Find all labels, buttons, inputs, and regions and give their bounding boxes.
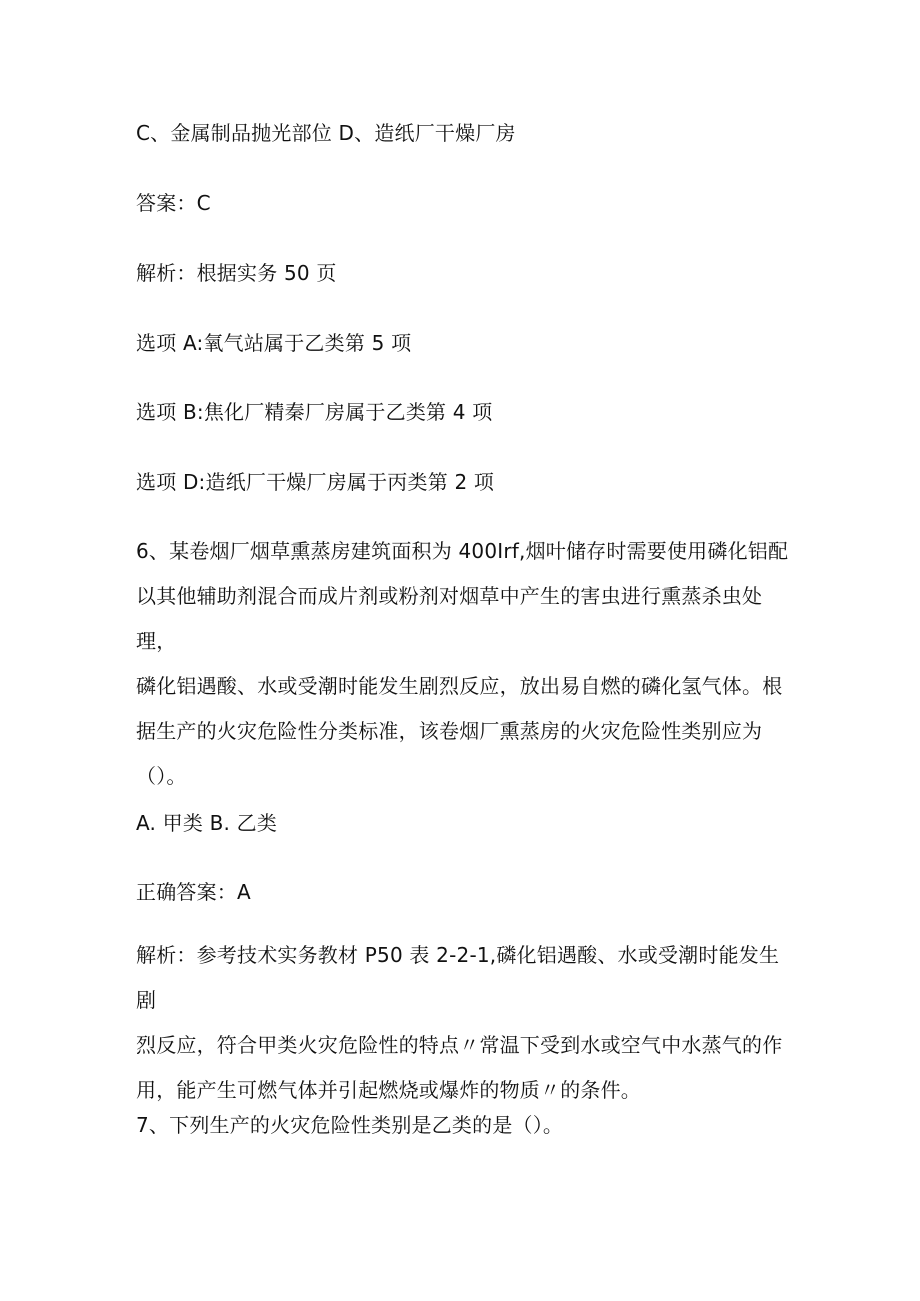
q6-options: A. 甲类 B. 乙类 (136, 811, 278, 835)
q6-analysis-line: 烈反应，符合甲类火灾危险性的特点〃常温下受到水或空气中水蒸气的作 (136, 1033, 783, 1057)
q5-option-d-note: 选项 D:造纸厂干燥厂房属于丙类第 2 项 (136, 470, 495, 494)
q5-option-b-note: 选项 B:焦化厂精秦厂房属于乙类第 4 项 (136, 400, 493, 424)
q6-stem-line: （）。 (136, 764, 187, 788)
q6-stem-line: 据生产的火灾危险性分类标准，该卷烟厂熏蒸房的火灾危险性类别应为 (136, 719, 763, 743)
q6-stem-line: 6、某卷烟厂烟草熏蒸房建筑面积为 400Irf,烟叶储存时需要使用磷化铝配 (136, 539, 789, 563)
q5-options-cd: C、金属制品抛光部位 D、造纸厂干燥厂房 (136, 121, 516, 145)
q7-stem: 7、下列生产的火灾危险性类别是乙类的是（）。 (136, 1113, 564, 1137)
q6-stem-line: 以其他辅助剂混合而成片剂或粉剂对烟草中产生的害虫进行熏蒸杀虫处理， (136, 584, 763, 653)
q6-analysis-line: 用，能产生可燃气体并引起燃烧或爆炸的物质〃的条件。 (136, 1078, 641, 1102)
q6-stem (136, 529, 796, 799)
q6-analysis-line: 解析：参考技术实务教材 P50 表 2-2-1,磷化铝遇酸、水或受潮时能发生剧 (136, 943, 780, 1012)
q6-stem-line: 磷化铝遇酸、水或受潮时能发生剧烈反应，放出易自燃的磷化氢气体。根 (136, 674, 783, 698)
q6-answer: 正确答案：A (136, 880, 251, 904)
q5-analysis-title: 解析：根据实务 50 页 (136, 261, 337, 285)
q6-analysis (136, 933, 796, 1113)
q5-answer: 答案：C (136, 191, 211, 215)
q5-option-a-note: 选项 A:氧气站属于乙类第 5 项 (136, 331, 412, 355)
